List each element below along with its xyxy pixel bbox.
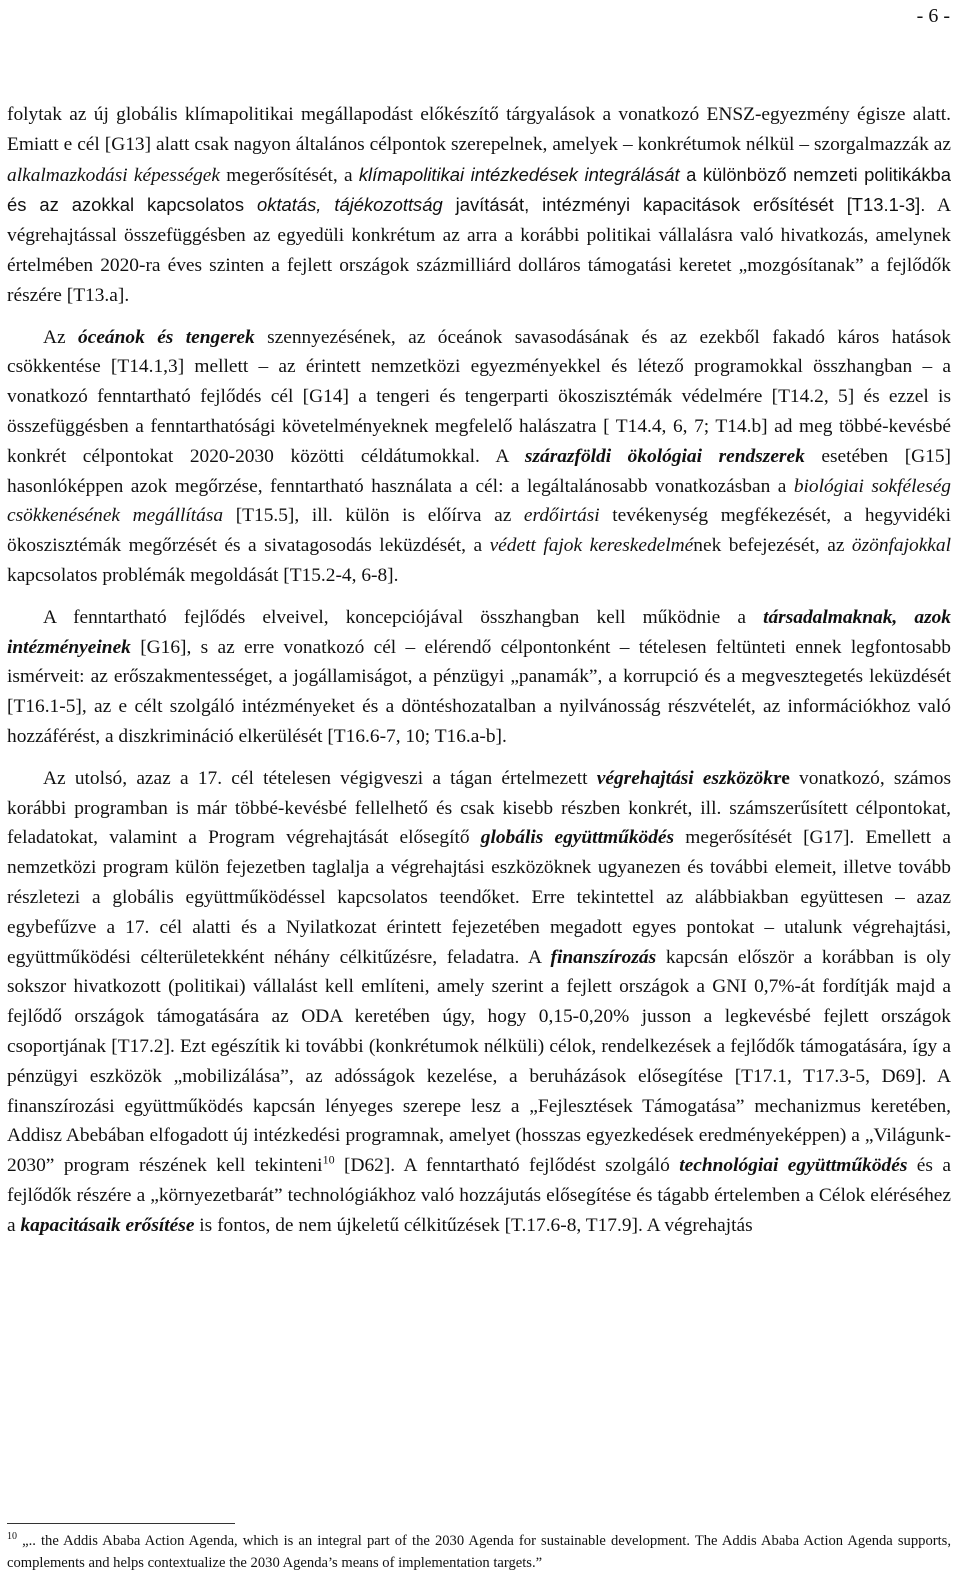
footnote-separator [7,1523,235,1524]
text-run: [G16], s az erre vonatkozó cél – elérendő célpontonként – tételesen feltünteti ennek legfontosabb ismérveit: az erőszakmentességet, a jogállamiságot, a pénzügyi „panamák”, a korrupció és a megvesztegetés leküzdését [T16.1-5], az e célt szolgáló intézményeket és a döntéshozatalban a nyilvánosság részvételét, az információkhoz való hozzáférést, a diszkrimináció elkerülését [T16.6-7, 10; T16.a-b]. [7,636,951,747]
text-run: kapcsolatos problémák megoldását [T15.2-4, 6-8]. [7,564,399,586]
text-run: özönfajokkal [851,535,951,557]
text-run: kapacitásaik erősítése [20,1214,195,1236]
text-run: re [772,767,790,789]
text-run: tevékenység megfékezését, a hegyvidéki ökoszisztémák megőrzését és a sivatagosodás leküzdését, a [7,505,951,557]
text-run: A végrehajtással összefüggésben az egyedüli konkrétum az arra a korábbi politikai vállalásra való hivatkozás, amelynek értelmében 2020-ra éves szinten a fejlett országok százmilliárd dolláros támogatási keretet „mozgósítanak” a fejlődők részére [T13.a]. [7,195,951,306]
text-run: finanszírozás [550,946,657,968]
text-run: is fontos, de nem újkeletű célkitűzések [T.17.6-8, T17.9]. A végrehajtás [194,1214,753,1236]
text-run: társadalmaknak, azok intézményeinek [7,606,952,658]
text-run: esetében [G15] hasonlóképpen azok megőrzése, fenntartható használata a cél: a legáltalánosabb vonatkozásban a [7,445,951,497]
text-run: megerősítését, a [220,164,359,186]
footnote-reference: 10 [322,1152,335,1167]
text-run: Az utolsó, azaz a 17. cél tételesen végigveszi a tágan értelmezett [43,767,597,789]
text-run: védett fajok kereskedelmé [489,535,694,557]
text-run: kapcsán először a korábban is oly sokszor hivatkozott (politikai) vállalást kell említeni, amely szerint a fejlett országok a GNI 0,7%-át fordítják majd a fejlődő országok támogatására az ODA keretében úgy, hogy 0,15-0,20% jusson a legkevésbé fejlett országok csoportjának [T17.2]. Ezt egészítik ki további (konkrétumok nélküli) célok, rendelkezések a fejlődők támogatására, így a pénzügyi eszközök „mobilizálása”, az adósságok kezelése, a beruházások elősegítése [T17.1, T17.3-5, D69]. A finanszírozási együttműködés kapcsán lényeges szerepe lesz a „Fejlesztések Támogatása” mechanizmus keretében, Addisz Abebában elfogadott új intézkedési programnak, amelyet (hosszas egyezkedések eredményeképpen) a „Világunk-2030” program részének kell tekinteni [7,946,951,1177]
text-run: oktatás, tájékozottság [257,194,443,216]
page-number: - 6 - [916,5,950,27]
text-run: erdőirtási [523,505,600,527]
text-run: végrehajtási eszközök [596,767,773,789]
text-run: megerősítését [G17]. Emellett a nemzetközi program külön fejezetben taglalja a végrehajtási eszközöknek ugyanezen és további elemeit, illetve tovább részletezi a globális együttműködéssel kapcsolatos teendőket. Erre tekintettel az alábbiakban együttesen – azaz egybefűzve a 17. cél alatti és a Nyilatkozat érintett fejezetében megadott egyes pontokat – utalunk végrehajtási, együttműködési célterületekként néhány célkitűzésre, feladatra. A [7,827,951,968]
text-run: szennyezésének, az óceánok savasodásának és az ezekből fakadó káros hatások csökkentése [T14.1,3] mellett – az érintett nemzetközi egyezményekkel és létező programokkal összhangban – a vonatkozó fenntartható fejlődés cél [G14] a tengeri és tengerparti ökoszisztémák védelmére [T14.2, 5] és ezzel is összefüggésben a fenntarthatósági követelményeknek megfelelő halászatra [ T14.4, 6, 7; T14.b] ad meg többé-kevésbé konkrét célpontokat 2020-2030 közötti céldátumokkal. A [7,326,951,467]
text-run: technológiai együttműködés [679,1155,908,1177]
footnote-marker: 10 [7,1531,17,1543]
text-run: szárazföldi ökológiai rendszerek [524,445,805,467]
text-run: klímapolitikai intézkedések integrálását [358,163,680,185]
body-text [7,100,951,1240]
text-run: Az [43,326,79,348]
paragraph [7,603,951,752]
footnote [7,1530,951,1574]
paragraph [7,323,951,591]
text-run: nek befejezését, az [693,535,852,557]
text-run: a különböző nemzeti politikákba és az azokkal kapcsolatos [7,163,951,216]
text-run: folytak az új globális klímapolitikai megállapodást előkészítő tárgyalások a vonatkozó ENSZ-egyezmény égisze alatt. Emiatt e cél [G13] alatt csak nagyon általános célpontok szerepelnek, amelyek – konkrétumok nélkül – szorgalmazzák az [7,104,951,155]
paragraph [7,764,951,1241]
text-run: alkalmazkodási képességek [7,164,221,186]
footnote-text: „.. the Addis Ababa Action Agenda, which is an integral part of the 2030 Agenda for sustainable development. The Addis Ababa Action Agenda supports, complements and helps contextualize the 2030 Agenda’s means of implementation targets.” [7,1533,951,1571]
text-run: A fenntartható fejlődés elveivel, koncepciójával összhangban kell működnie a [43,606,764,628]
text-run: óceánok és tengerek [78,326,255,348]
text-run: javítását, intézményi kapacitások erősítését [T13.1-3]. [442,194,926,216]
text-run: [T15.5], ill. külön is előírva az [223,505,524,527]
text-run: [D62]. A fenntartható fejlődést szolgáló [334,1155,680,1177]
text-run: és a fejlődők részére a „környezetbarát” technológiákhoz való hozzájutás elősegítése és tágabb értelemben a Célok eléréséhez a [7,1155,951,1236]
text-run: globális együttműködés [480,827,675,849]
text-run: biológiai sokféleség csökkenésének megállítása [7,475,951,527]
text-run: vonatkozó, számos korábbi programban is már többé-kevésbé fellelhető és csak kisebb részben konkrét, ill. számszerűsített célpontokat, feladatokat, valamint a Program végrehajtását elősegítő [7,767,951,849]
paragraph [7,100,951,311]
